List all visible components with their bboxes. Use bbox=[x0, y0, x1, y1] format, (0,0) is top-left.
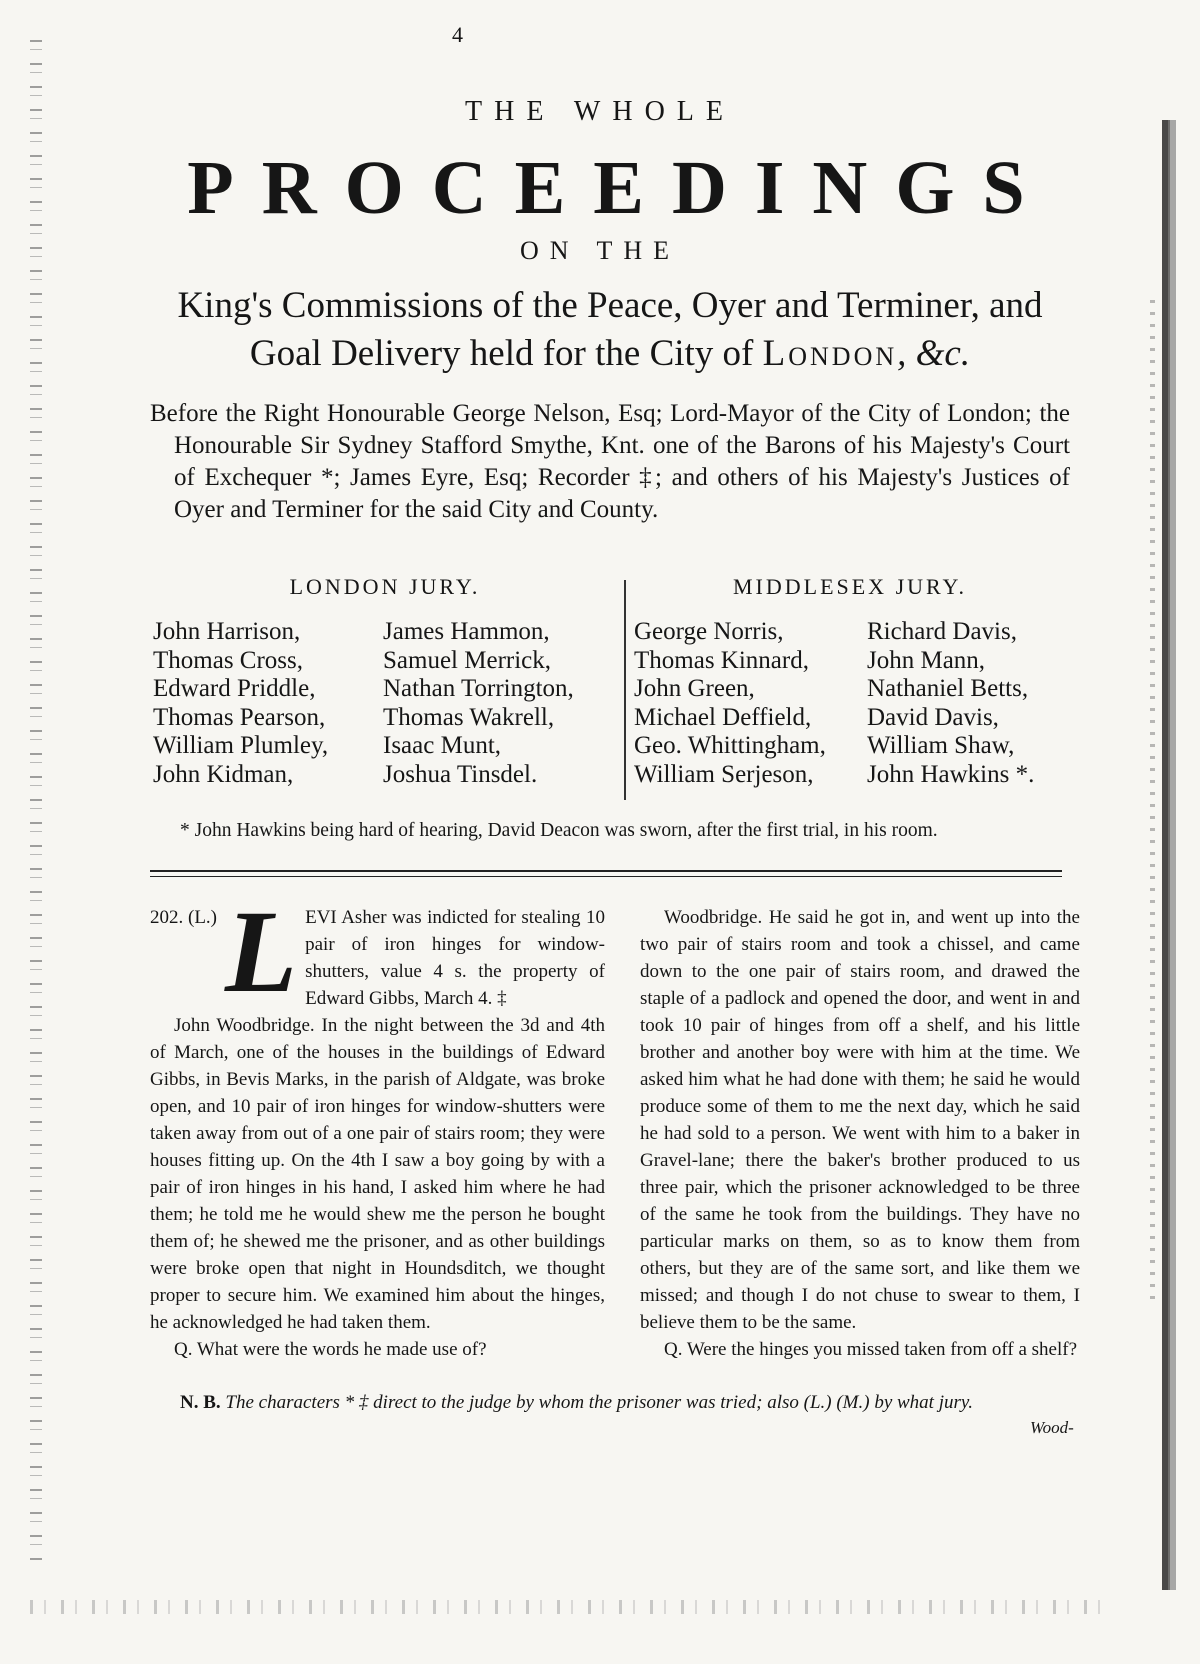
scan-edge-right-inner bbox=[1150, 300, 1155, 1300]
juror-name: Edward Priddle, bbox=[153, 675, 316, 702]
juror-name: John Mann, bbox=[867, 646, 986, 674]
juror-name: Joshua Tinsdel. bbox=[383, 760, 538, 788]
juror-name: James Hammon, bbox=[383, 618, 550, 645]
juror-name: Thomas Pearson, bbox=[153, 703, 326, 731]
title-line2-london: London bbox=[762, 333, 898, 374]
jury-footnote: * John Hawkins being hard of hearing, David Deacon was sworn, after the first trial, in his room. bbox=[180, 820, 938, 841]
juror-name: William Plumley, bbox=[153, 732, 329, 759]
title-commissions-line1: King's Commissions of the Peace, Oyer and Terminer, and bbox=[177, 285, 1043, 326]
left-column bbox=[150, 886, 605, 1363]
juror-name: Isaac Munt, bbox=[383, 732, 502, 759]
right-column bbox=[640, 904, 1080, 1363]
juror-name: John Green, bbox=[634, 675, 755, 702]
intro-paragraph bbox=[150, 398, 1070, 526]
juror-name: William Shaw, bbox=[867, 732, 1015, 759]
juror-name: Thomas Wakrell, bbox=[383, 703, 555, 731]
intro-text: Before the Right Honourable George Nelson, Esq; Lord-Mayor of the City of London; the Honourable Sir Sydney Stafford Smythe, Knt. one of the Barons of his Majesty's Court of Exchequer *; James Eyre, Esq; Recorder ‡; and others of his Majesty's Justices of Oyer and Terminer for the said City and County. bbox=[150, 400, 1070, 523]
london-jury-col1 bbox=[153, 618, 328, 789]
case-number: 202. (L.) bbox=[150, 907, 218, 928]
question-right: Q. Were the hinges you missed taken from off a shelf? bbox=[664, 1339, 1078, 1360]
title-proceedings: PROCEEDINGS bbox=[187, 146, 1053, 230]
title-the-whole: THE WHOLE bbox=[465, 96, 735, 127]
juror-name: Richard Davis, bbox=[867, 618, 1017, 645]
juror-name: Michael Deffield, bbox=[634, 703, 812, 731]
juror-name: Geo. Whittingham, bbox=[634, 732, 826, 759]
nb-text: The characters * ‡ direct to the judge by whom the prisoner was tried; also (L.) (M.) by what jury. bbox=[225, 1392, 974, 1413]
london-jury-col2 bbox=[383, 618, 574, 789]
catchword: Wood- bbox=[1030, 1418, 1074, 1437]
title-commissions bbox=[140, 282, 1080, 378]
nota-bene bbox=[180, 1392, 1090, 1414]
scan-edge-right bbox=[1162, 120, 1176, 1590]
juror-name: George Norris, bbox=[634, 618, 784, 645]
juror-name: David Davis, bbox=[867, 703, 999, 731]
jury-divider bbox=[624, 580, 626, 800]
scan-noise-bottom bbox=[30, 1600, 1110, 1614]
juror-name: Nathan Torrington, bbox=[383, 675, 574, 702]
juror-name: John Harrison, bbox=[153, 618, 301, 645]
juror-name: John Kidman, bbox=[153, 760, 294, 788]
juror-name: William Serjeson, bbox=[634, 760, 814, 788]
testimony-woodbridge: John Woodbridge. In the night between the 3d and 4th of March, one of the houses in the buildings of Edward Gibbs, in Bevis Marks, in the parish of Aldgate, was broke open, and 10 pair of iron hinges for window-shutters were taken away from out of a one pair of stairs room; they were houses fitting up. On the 4th I saw a boy going by with a pair of iron hinges in his hand, I asked him where he had them; he told me he would shew me the person he bought them of; he shewed me the prisoner, and as other buildings were broke open that night in Houndsditch, we thought proper to secure him. We examined him about the hinges, he acknowledged he had taken them. bbox=[150, 1015, 605, 1333]
scan-edge-left bbox=[30, 40, 42, 1560]
page-number: 4 bbox=[452, 22, 463, 47]
indictment-text: EVI Asher was indicted for stealing 10 pair of iron hinges for window-shutters, value 4 s. the property of Edward Gibbs, March 4. ‡ bbox=[305, 907, 605, 1009]
case-opening bbox=[150, 886, 605, 1017]
juror-name: Thomas Cross, bbox=[153, 646, 303, 674]
london-jury-heading: LONDON JURY. bbox=[289, 574, 481, 599]
middlesex-jury-col2 bbox=[867, 618, 1034, 789]
section-rule bbox=[150, 870, 1062, 872]
juror-name: Samuel Merrick, bbox=[383, 646, 552, 674]
drop-cap: L bbox=[225, 886, 298, 1017]
title-line2-etc: , &c. bbox=[897, 333, 971, 374]
juror-name: Nathaniel Betts, bbox=[867, 675, 1029, 702]
middlesex-jury-heading: MIDDLESEX JURY. bbox=[732, 574, 968, 599]
title-on-the: ON THE bbox=[519, 236, 681, 265]
title-line2-a: Goal Delivery held for the City of bbox=[249, 333, 763, 374]
juror-name: Thomas Kinnard, bbox=[634, 646, 809, 674]
middlesex-jury-col1 bbox=[634, 618, 826, 789]
juror-name: John Hawkins *. bbox=[867, 760, 1035, 788]
nb-label: N. B. bbox=[180, 1392, 221, 1413]
question-left: Q. What were the words he made use of? bbox=[174, 1339, 487, 1360]
title-commissions-line2 bbox=[140, 330, 1080, 378]
section-rule-thin bbox=[150, 876, 1062, 877]
testimony-woodbridge-cont: Woodbridge. He said he got in, and went up into the two pair of stairs room and took a chissel, and came down to the one pair of stairs room, and drawed the staple of a padlock and opened the door, and went in and took 10 pair of hinges from off a shelf, and his little brother and another boy were with him at the time. We asked him what he had done with them; he said he would produce some of them to me the next day, which he said he had sold to a person. We went with him to a baker in Gravel-lane; there the baker's brother produced to us three pair, which the prisoner acknowledged to be three of the same he took from the buildings. They have no particular marks on them, so as to know them from others, but they are of the same sort, and like them we missed; and though I do not chuse to swear to them, I believe them to be the same. bbox=[640, 907, 1080, 1333]
